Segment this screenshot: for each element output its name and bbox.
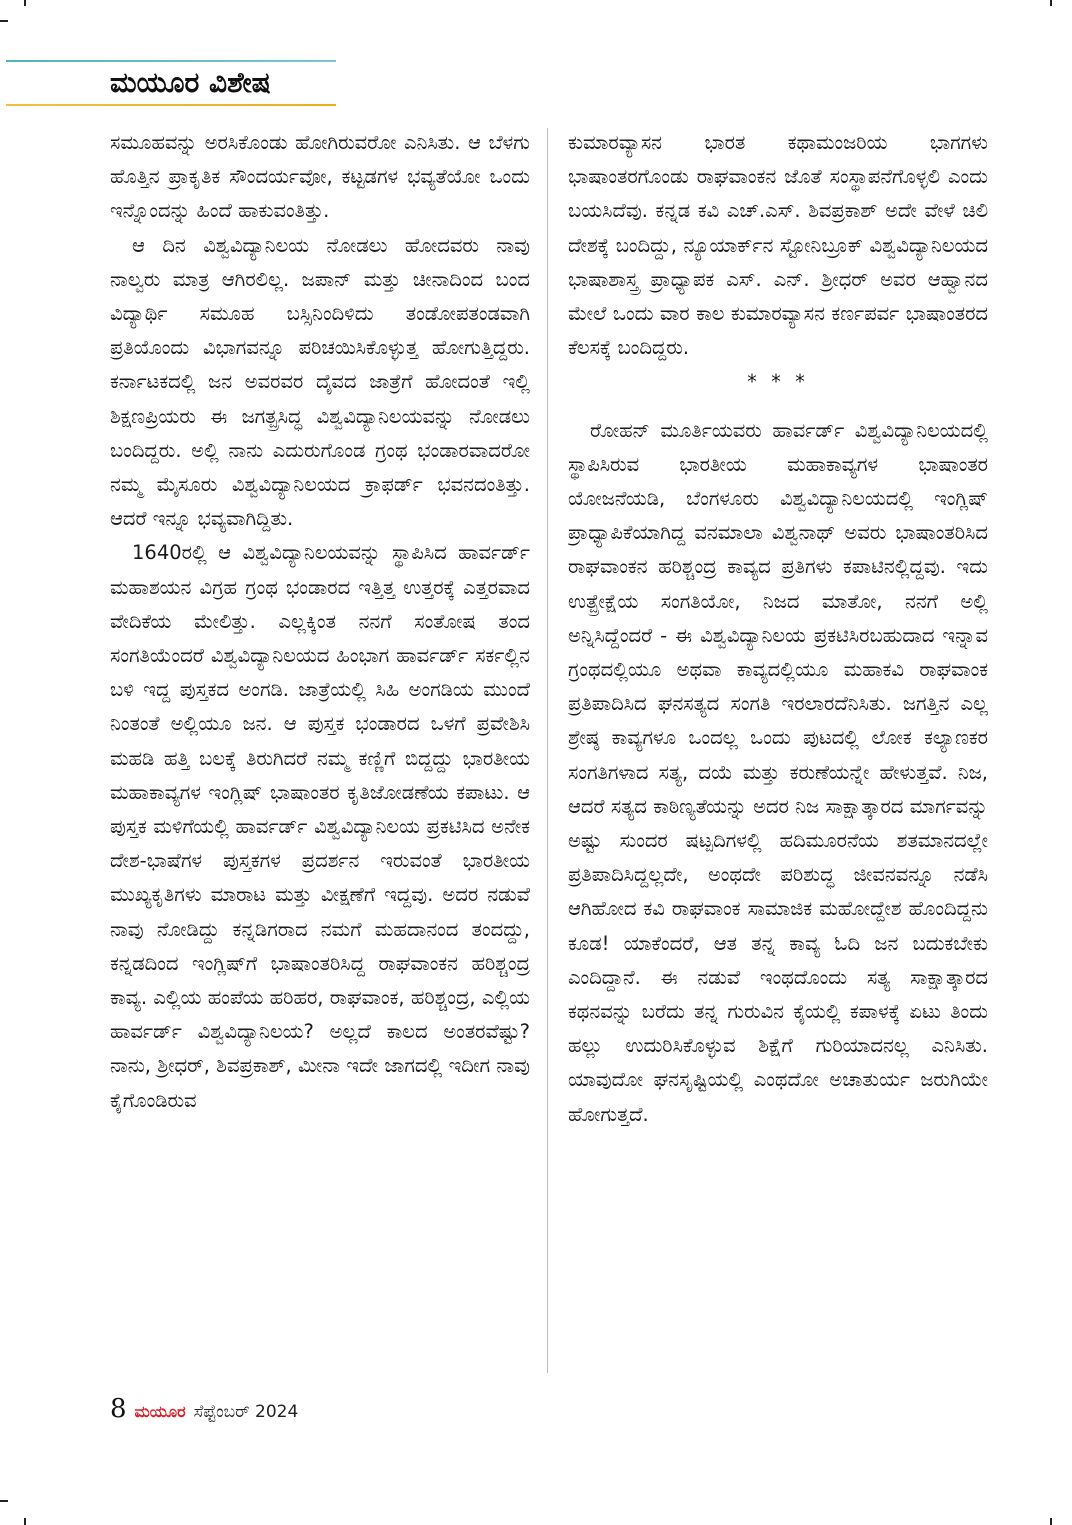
column-divider xyxy=(547,128,548,1373)
page-footer xyxy=(110,1394,298,1428)
article-column-right xyxy=(568,126,988,1381)
header-top-rule xyxy=(6,60,336,62)
crop-mark xyxy=(24,1518,26,1525)
section-separator: * * * xyxy=(747,370,809,394)
paragraph: ರೋಹನ್ ಮೂರ್ತಿಯವರು ಹಾರ್ವರ್ಡ್ ವಿಶ್ವವಿದ್ಯಾನಿಲಯದಲ್ಲಿ ಸ್ಥಾಪಿಸಿರುವ ಭಾರತೀಯ ಮಹಾಕಾವ್ಯಗಳ ಭಾಷಾಂತರ ಯೋಜನೆಯಡಿ, ಬೆಂಗಳೂರು ವಿಶ್ವವಿದ್ಯಾನಿಲಯದಲ್ಲಿ ಇಂಗ್ಲಿಷ್ ಪ್ರಾಧ್ಯಾಪಿಕೆಯಾಗಿದ್ದ ವನಮಾಲಾ ವಿಶ್ವನಾಥ್ ಅವರು ಭಾಷಾಂತರಿಸಿದ ರಾಘವಾಂಕನ ಹರಿಶ್ಚಂದ್ರ ಕಾವ್ಯದ ಪ್ರತಿಗಳು ಕಪಾಟಿನಲ್ಲಿದ್ದವು. ಇದು ಉತ್ಪ್ರೇಕ್ಷೆಯ ಸಂಗತಿಯೋ, ನಿಜದ ಮಾತೋ, ನನಗೆ ಅಲ್ಲಿ ಅನ್ನಿಸಿದ್ದೆಂದರೆ - ಈ ವಿಶ್ವವಿದ್ಯಾನಿಲಯ ಪ್ರಕಟಿಸಿರಬಹುದಾದ ಇನ್ನಾವ ಗ್ರಂಥದಲ್ಲಿಯೂ ಅಥವಾ ಕಾವ್ಯದಲ್ಲಿಯೂ ಮಹಾಕವಿ ರಾಘವಾಂಕ ಪ್ರತಿಪಾದಿಸಿದ ಘನಸತ್ಯದ ಸಂಗತಿ ಇರಲಾರದೆನಿಸಿತು. ಜಗತ್ತಿನ ಎಲ್ಲ ಶ್ರೇಷ್ಠ ಕಾವ್ಯಗಳೂ ಒಂದಲ್ಲ ಒಂದು ಪುಟದಲ್ಲಿ ಲೋಕ ಕಲ್ಯಾಣಕರ ಸಂಗತಿಗಳಾದ ಸತ್ಯ, ದಯೆ ಮತ್ತು ಕರುಣೆಯನ್ನೇ ಹೇಳುತ್ತವೆ. ನಿಜ, ಆದರೆ ಸತ್ಯದ ಕಾಠಿಣ್ಯತೆಯನ್ನು ಅದರ ನಿಜ ಸಾಕ್ಷಾತ್ಕಾರದ ಮಾರ್ಗವನ್ನು ಅಷ್ಟು ಸುಂದರ ಷಟ್ಪದಿಗಳಲ್ಲಿ ಹದಿಮೂರನೆಯ ಶತಮಾನದಲ್ಲೇ ಪ್ರತಿಪಾದಿಸಿದ್ದಲ್ಲದೇ, ಅಂಥದೇ ಪರಿಶುದ್ಧ ಜೀವನವನ್ನೂ ನಡೆಸಿ ಆಗಿಹೋದ ಕವಿ ರಾಘವಾಂಕ ಸಾಮಾಜಿಕ ಮಹೋದ್ದೇಶ ಹೊಂದಿದ್ದನು ಕೂಡ! ಯಾಕೆಂದರೆ, ಆತ ತನ್ನ ಕಾವ್ಯ ಓದಿ ಜನ ಬದುಕಬೇಕು ಎಂದಿದ್ದಾನೆ. ಈ ನಡುವೆ ಇಂಥದೊಂದು ಸತ್ಯ ಸಾಕ್ಷಾತ್ಕಾರದ ಕಥನವನ್ನು ಬರೆದು ತನ್ನ ಗುರುವಿನ ಕೈಯಲ್ಲಿ ಕಪಾಳಕ್ಕೆ ಏಟು ತಿಂದು ಹಲ್ಲು ಉದುರಿಸಿಕೊಳ್ಳುವ ಶಿಕ್ಷೆಗೆ ಗುರಿಯಾದನಲ್ಲ ಎನಿಸಿತು. ಯಾವುದೋ ಘನಸೃಷ್ಟಿಯಲ್ಲಿ ಎಂಥದೋ ಅಚಾತುರ್ಯ ಜರುಗಿಯೇ ಹೋಗುತ್ತದೆ. xyxy=(568,418,988,1126)
paragraph: ಆ ದಿನ ವಿಶ್ವವಿದ್ಯಾನಿಲಯ ನೋಡಲು ಹೋದವರು ನಾವು ನಾಲ್ವರು ಮಾತ್ರ ಆಗಿರಲಿಲ್ಲ. ಜಪಾನ್ ಮತ್ತು ಚೀನಾದಿಂದ ಬಂದ ವಿದ್ಯಾರ್ಥಿ ಸಮೂಹ ಬಸ್ಸಿನಿಂದಿಳಿದು ತಂಡೋಪತಂಡವಾಗಿ ಪ್ರತಿಯೊಂದು ವಿಭಾಗವನ್ನೂ ಪರಿಚಯಿಸಿಕೊಳ್ಳುತ್ತ ಹೋಗುತ್ತಿದ್ದರು. ಕರ್ನಾಟಕದಲ್ಲಿ ಜನ ಅವರವರ ದೈವದ ಜಾತ್ರೆಗೆ ಹೋದಂತೆ ಇಲ್ಲಿ ಶಿಕ್ಷಣಪ್ರಿಯರು ಈ ಜಗತ್ಪ್ರಸಿದ್ಧ ವಿಶ್ವವಿದ್ಯಾನಿಲಯವನ್ನು ನೋಡಲು ಬಂದಿದ್ದರು. ಅಲ್ಲಿ ನಾನು ಎದುರುಗೊಂಡ ಗ್ರಂಥ ಭಂಡಾರವಾದರೋ ನಮ್ಮ ಮೈಸೂರು ವಿಶ್ವವಿದ್ಯಾನಿಲಯದ ಕ್ರಾಫರ್ಡ್ ಭವನದಂತಿತ್ತು. ಆದರೆ ಇನ್ನೂ ಭವ್ಯವಾಗಿದ್ದಿತು. xyxy=(110,233,530,531)
page-number: 8 xyxy=(110,1394,127,1424)
crop-mark xyxy=(24,0,26,6)
paragraph: 1640ರಲ್ಲಿ ಆ ವಿಶ್ವವಿದ್ಯಾನಿಲಯವನ್ನು ಸ್ಥಾಪಿಸಿದ ಹಾರ್ವರ್ಡ್ ಮಹಾಶಯನ ವಿಗ್ರಹ ಗ್ರಂಥ ಭಂಡಾರದ ಇತ್ತಿತ್ತ ಉತ್ತರಕ್ಕೆ ಎತ್ತರವಾದ ವೇದಿಕೆಯ ಮೇಲಿತ್ತು. ಎಲ್ಲಕ್ಕಿಂತ ನನಗೆ ಸಂತೋಷ ತಂದ ಸಂಗತಿಯೆಂದರೆ ವಿಶ್ವವಿದ್ಯಾನಿಲಯದ ಹಿಂಭಾಗ ಹಾರ್ವರ್ಡ್ ಸರ್ಕಲ್ಲಿನ ಬಳಿ ಇದ್ದ ಪುಸ್ತಕದ ಅಂಗಡಿ. ಜಾತ್ರೆಯಲ್ಲಿ ಸಿಹಿ ಅಂಗಡಿಯ ಮುಂದೆ ನಿಂತಂತೆ ಅಲ್ಲಿಯೂ ಜನ. ಆ ಪುಸ್ತಕ ಭಂಡಾರದ ಒಳಗೆ ಪ್ರವೇಶಿಸಿ ಮಹಡಿ ಹತ್ತಿ ಬಲಕ್ಕೆ ತಿರುಗಿದರೆ ನಮ್ಮ ಕಣ್ಣಿಗೆ ಬಿದ್ದದ್ದು ಭಾರತೀಯ ಮಹಾಕಾವ್ಯಗಳ ಇಂಗ್ಲಿಷ್ ಭಾಷಾಂತರ ಕೃತಿಜೋಡಣೆಯ ಕಪಾಟು. ಆ ಪುಸ್ತಕ ಮಳಿಗೆಯಲ್ಲಿ ಹಾರ್ವರ್ಡ್ ವಿಶ್ವವಿದ್ಯಾನಿಲಯ ಪ್ರಕಟಿಸಿದ ಅನೇಕ ದೇಶ-ಭಾಷೆಗಳ ಪುಸ್ತಕಗಳ ಪ್ರದರ್ಶನ ಇರುವಂತೆ ಭಾರತೀಯ ಮುಖ್ಯಕೃತಿಗಳು ಮಾರಾಟ ಮತ್ತು ವೀಕ್ಷಣೆಗೆ ಇದ್ದವು. ಅದರ ನಡುವೆ ನಾವು ನೋಡಿದ್ದು ಕನ್ನಡಿಗರಾದ ನಮಗೆ ಮಹದಾನಂದ ತಂದದ್ದು, ಕನ್ನಡದಿಂದ ಇಂಗ್ಲಿಷ್‌ಗೆ ಭಾಷಾಂತರಿಸಿದ್ದ ರಾಘವಾಂಕನ ಹರಿಶ್ಚಂದ್ರ ಕಾವ್ಯ. ಎಲ್ಲಿಯ ಹಂಪೆಯ ಹರಿಹರ, ರಾಘವಾಂಕ, ಹರಿಶ್ಚಂದ್ರ, ಎಲ್ಲಿಯ ಹಾರ್ವರ್ಡ್ ವಿಶ್ವವಿದ್ಯಾನಿಲಯ? ಅಲ್ಲದೆ ಕಾಲದ ಅಂತರವೆಷ್ಟು? ನಾನು, ಶ್ರೀಧರ್, ಶಿವಪ್ರಕಾಶ್, ಮೀನಾ ಇದೇ ಜಾಗದಲ್ಲಿ ಇದೀಗ ನಾವು ಕೈಗೊಂಡಿರುವ xyxy=(110,541,530,1112)
crop-mark xyxy=(1050,1518,1052,1525)
magazine-logo: ಮಯೂರ xyxy=(134,1402,186,1421)
issue-date: ಸೆಪ್ಟೆಂಬರ್ 2024 xyxy=(193,1402,299,1422)
paragraph: ಸಮೂಹವನ್ನು ಅರಸಿಕೊಂಡು ಹೋಗಿರುವರೋ ಎನಿಸಿತು. ಆ ಬೆಳಗು ಹೊತ್ತಿನ ಪ್ರಾಕೃತಿಕ ಸೌಂದರ್ಯವೋ, ಕಟ್ಟಡಗಳ ಭವ್ಯತೆಯೋ ಒಂದು ಇನ್ನೊಂದನ್ನು ಹಿಂದೆ ಹಾಕುವಂತಿತ್ತು. xyxy=(110,131,530,223)
section-header xyxy=(6,60,336,106)
crop-mark xyxy=(0,20,8,22)
crop-mark xyxy=(0,1500,8,1502)
article-column-left xyxy=(110,126,530,1381)
header-bottom-rule xyxy=(6,104,336,106)
section-title: ಮಯೂರ ವಿಶೇಷ xyxy=(110,66,271,99)
crop-mark xyxy=(1050,0,1052,6)
paragraph: ಕುಮಾರವ್ಯಾಸನ ಭಾರತ ಕಥಾಮಂಜರಿಯ ಭಾಗಗಳು ಭಾಷಾಂತರಗೊಂಡು ರಾಘವಾಂಕನ ಜೊತೆ ಸಂಸ್ಥಾಪನೆಗೊಳ್ಳಲಿ ಎಂದು ಬಯಸಿದೆವು. ಕನ್ನಡ ಕವಿ ಎಚ್.ಎಸ್. ಶಿವಪ್ರಕಾಶ್ ಅದೇ ವೇಳೆ ಚಿಲಿ ದೇಶಕ್ಕೆ ಬಂದಿದ್ದು, ನ್ಯೂಯಾರ್ಕ್‌ನ ಸ್ಟೋನಿಬ್ರೂಕ್ ವಿಶ್ವವಿದ್ಯಾನಿಲಯದ ಭಾಷಾಶಾಸ್ತ್ರ ಪ್ರಾಧ್ಯಾಪಕ ಎಸ್. ಎನ್. ಶ್ರೀಧರ್ ಅವರ ಆಹ್ವಾನದ ಮೇಲೆ ಒಂದು ವಾರ ಕಾಲ ಕುಮಾರವ್ಯಾಸನ ಕರ್ಣಪರ್ವ ಭಾಷಾಂತರದ ಕೆಲಸಕ್ಕೆ ಬಂದಿದ್ದರು. xyxy=(568,131,988,360)
